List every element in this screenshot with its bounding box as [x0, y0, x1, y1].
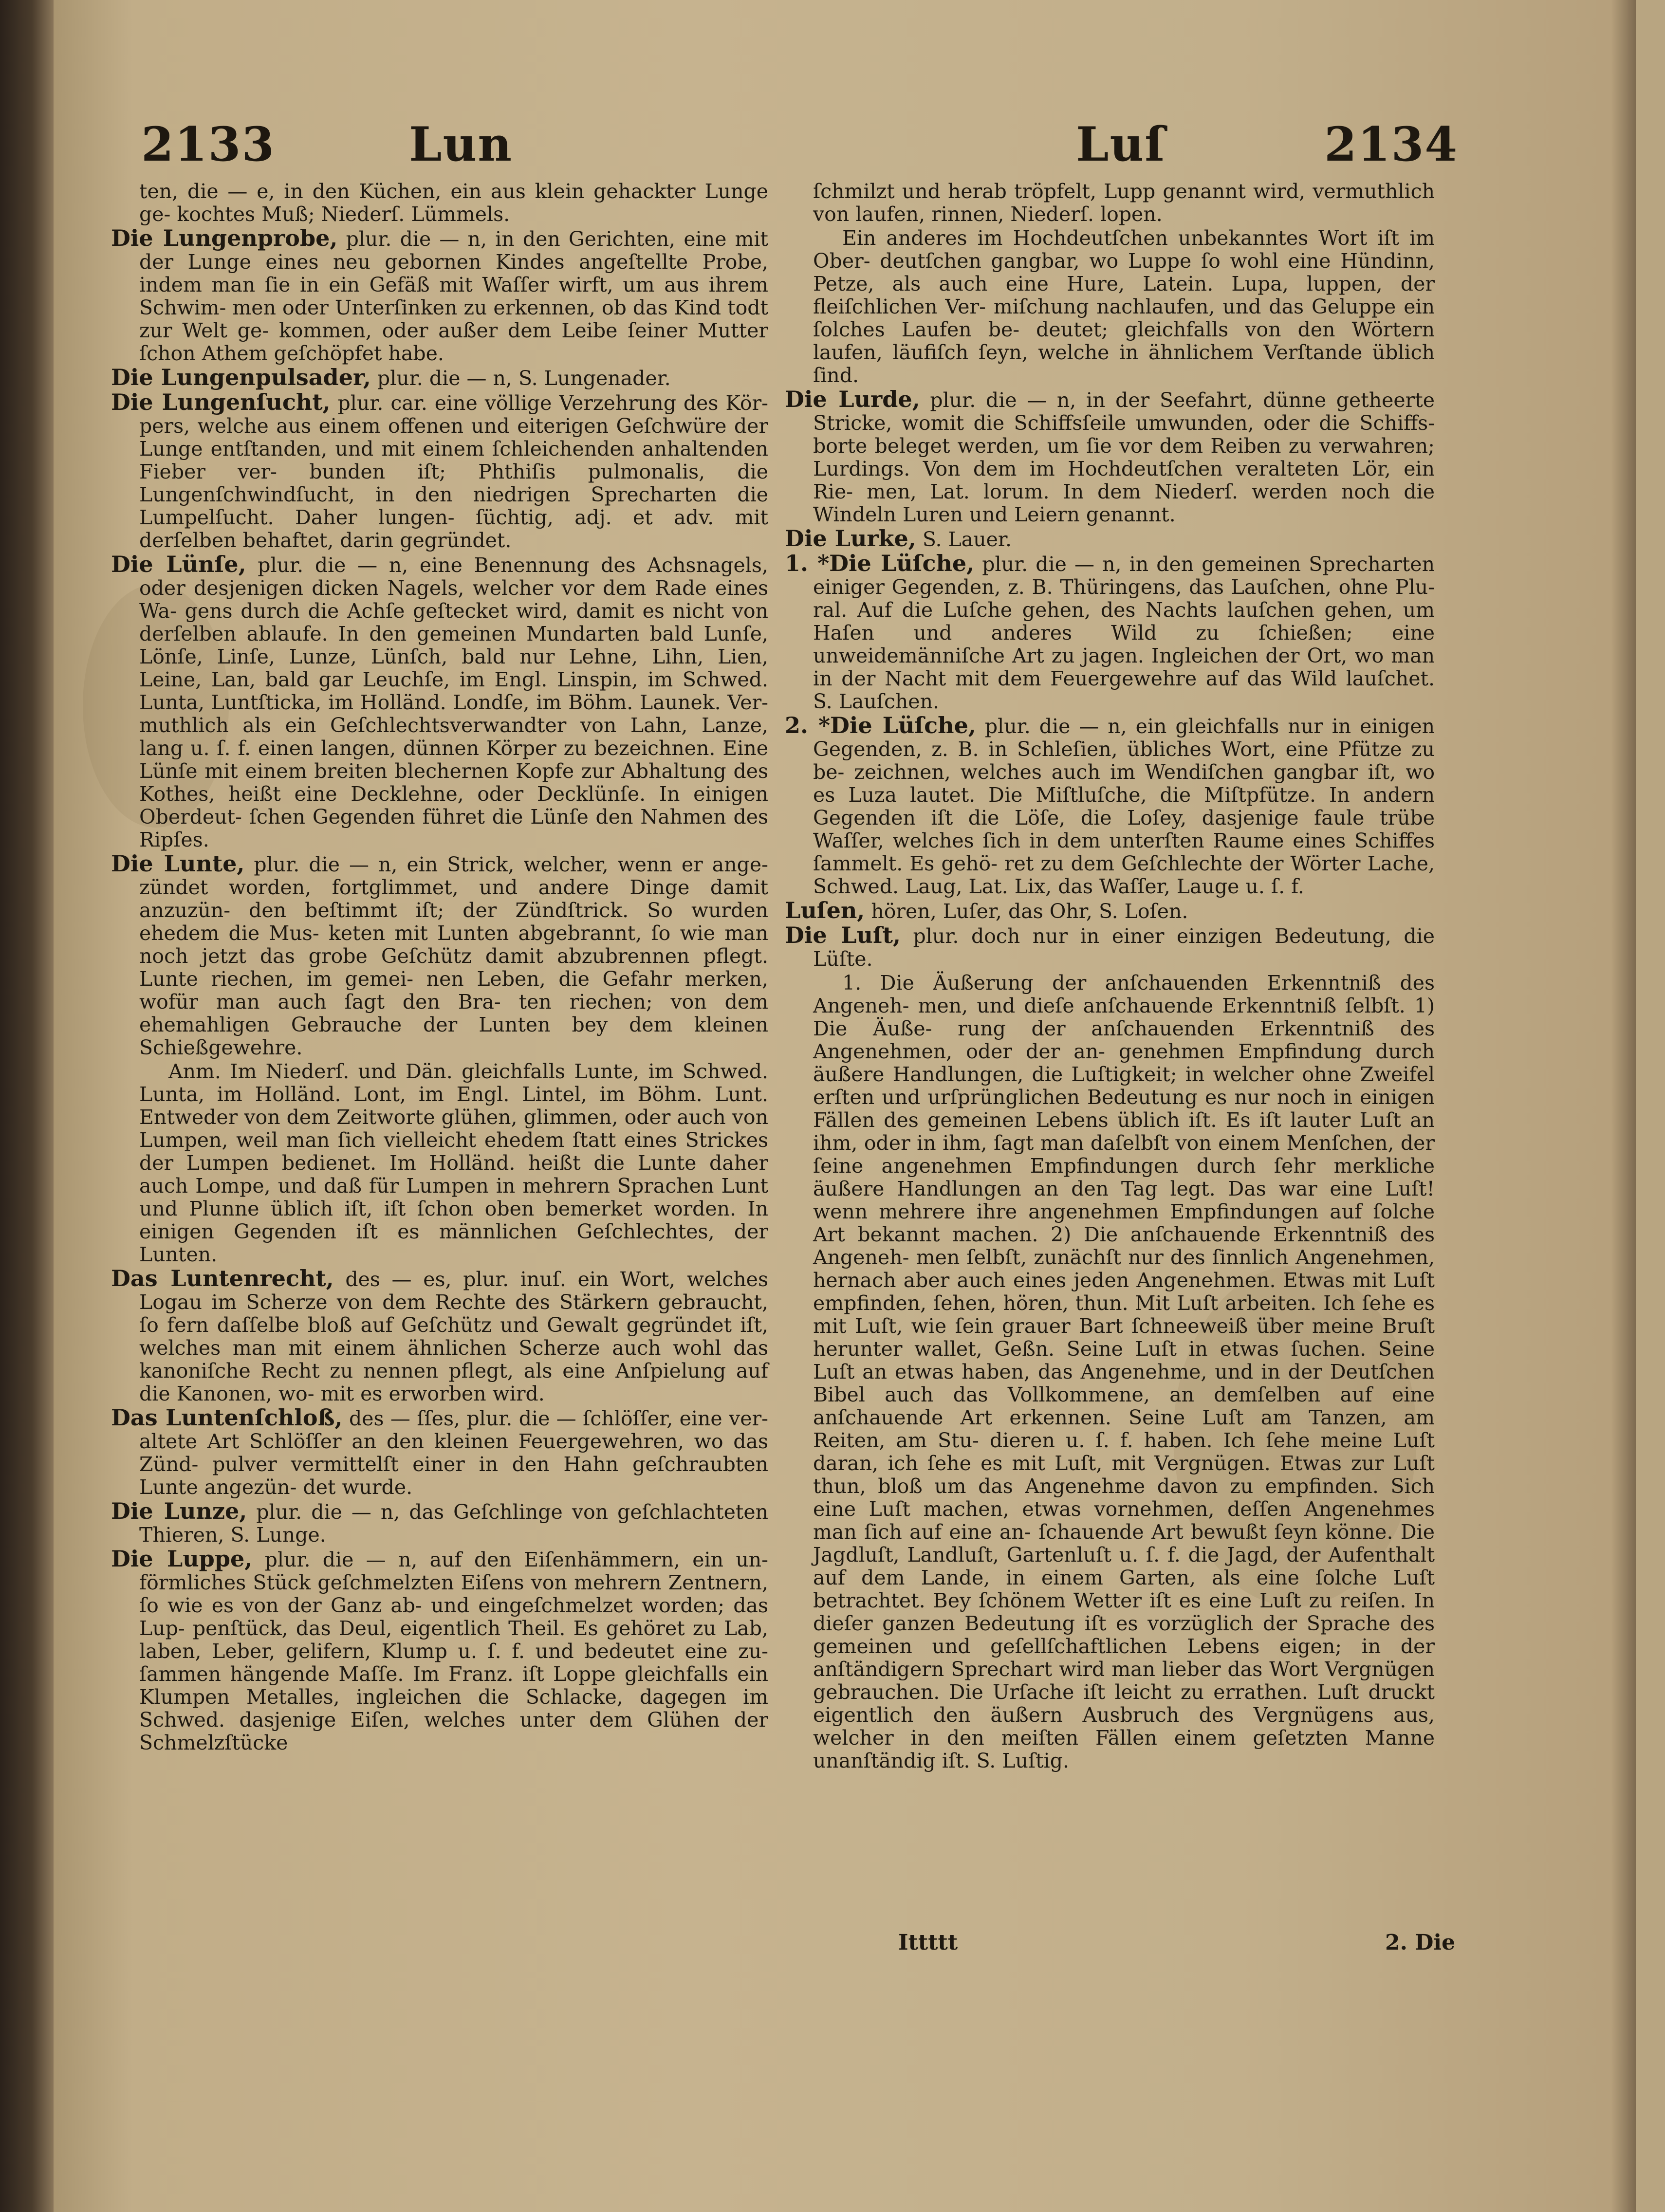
- entry-text: plur. die — n, das Geſchlinge von geſchlachteten Thieren, S. Lunge.: [139, 1500, 768, 1547]
- entry-text: plur. die — n, eine Benennung des Achsnagels, oder desjenigen dicken Nagels, welcher vor dem Rade eines Wa- gens durch die Achſe geſtecket wird, damit es nicht von derſelben ablaufe. In den gemeinen Mundarten bald Lunſe, Lönſe, Linſe, Lunze, Lünſch, bald nur Lehne, Lihn, Lien, Leine, Lan, bald gar Leuchſe, im Engl. Linspin, im Schwed. Lunta, Luntſticka, im Holländ. Londſe, im Böhm. Launek. Ver- muthlich als ein Geſchlechtsverwandter von Lahn, Lanze, lang u. ſ. f. einen langen, dünnen Körper zu bezeichnen. Eine Lünſe mit einem breiten blechernen Kopfe zur Abhaltung des Kothes, heißt eine Decklehne, oder Decklünſe. In einigen Oberdeut- ſchen Gegenden führet die Lünſe den Nahmen des Ripſes.: [139, 553, 768, 851]
- book-gutter: [0, 0, 54, 2212]
- entry-headword: Die Lungenpulsader,: [111, 364, 371, 390]
- left-page-number: 2133: [141, 117, 276, 172]
- dictionary-entry: [111, 553, 768, 851]
- dictionary-entry: [111, 366, 768, 390]
- entry-text: ſchmilzt und herab tröpfelt, Lupp genannt wird, vermuthlich von laufen, rinnen, Niederſ. lopen.: [813, 180, 1435, 226]
- entry-text: plur. die — n, in den gemeinen Sprecharten einiger Gegenden, z. B. Thüringens, das Lauſchen, ohne Plu- ral. Auf die Luſche gehen, des Nachts lauſchen gehen, um Haſen und anderes Wild zu ſchießen; eine unweidemänniſche Art zu jagen. Ingleichen der Ort, wo man in der Nacht mit dem Feuergewehre auf das Wild lauſchet. S. Lauſchen.: [813, 553, 1435, 713]
- right-column: [785, 180, 1435, 1773]
- entry-headword: Das Luntenrecht,: [111, 1265, 334, 1291]
- entry-headword: Die Lunze,: [111, 1498, 247, 1524]
- entry-headword: Die Lurde,: [785, 386, 920, 412]
- entry-headword: 1. *Die Lüſche,: [785, 550, 975, 576]
- entry-headword: Die Lunte,: [111, 850, 245, 877]
- entry-paragraph: [785, 180, 1435, 226]
- entry-text: ten, die — e, in den Küchen, ein aus klein gehackter Lunge ge- kochtes Muß; Niederſ. Lümmels.: [139, 180, 768, 226]
- entry-text: plur. die — n, auf den Eiſenhämmern, ein un- förmliches Stück geſchmelzten Eiſens von mehrern Zentnern, ſo wie es von der Ganz ab- und eingeſchmelzet worden; das Lup- penſtück, das Deul, eigentlich Theil. Es gehöret zu Lab, laben, Leber, gelifern, Klump u. ſ. f. und bedeutet eine zu- ſammen hängende Maſſe. Im Franz. iſt Loppe gleichfalls ein Klumpen Metalles, ingleichen die Schlacke, dagegen im Schwed. dasjenige Eiſen, welches unter dem Glühen der Schmelzſtücke: [139, 1548, 768, 1754]
- dictionary-entry: [111, 1267, 768, 1405]
- dictionary-entry: [111, 1406, 768, 1499]
- dictionary-entry: [111, 1548, 768, 1754]
- entry-headword: Die Lungenſucht,: [111, 389, 331, 415]
- entry-paragraph: [111, 180, 768, 226]
- entry-headword: 2. *Die Lüſche,: [785, 712, 976, 738]
- dictionary-entry: [785, 552, 1435, 713]
- entry-text: des — es, plur. inuſ. ein Wort, welches Logau im Scherze von dem Rechte des Stärkern gebraucht, ſo fern daſſelbe bloß auf Geſchütz und Gewalt gegründet iſt, welches man mit einem ähnlichen Scherze auch wohl das kanoniſche Recht zu nennen pflegt, als eine Anſpielung auf die Kanonen, wo- mit es erworben wird.: [139, 1268, 768, 1405]
- entry-text: plur. die — n, ein Strick, welcher, wenn er ange- zündet worden, fortglimmet, und andere Dinge damit anzuzün- den beſtimmt iſt; der Zündſtrick. So wurden ehedem die Mus- keten mit Lunten abgebrannt, ſo wie man noch jetzt das grobe Geſchütz damit abzubrennen pflegt. Lunte riechen, im gemei- nen Leben, die Gefahr merken, wofür man auch ſagt den Bra- ten riechen; von dem ehemahligen Gebrauche der Lunten bey dem kleinen Schießgewehre.: [139, 853, 768, 1059]
- entry-text: plur. doch nur in einer einzigen Bedeutung, die Lüſte.: [813, 924, 1435, 971]
- dictionary-entry: [111, 852, 768, 1059]
- dictionary-entry: [785, 527, 1435, 551]
- right-page-number: 2134: [1324, 117, 1459, 172]
- footer-catchword: 2. Die: [1385, 1930, 1456, 1955]
- entry-paragraph: [785, 227, 1435, 387]
- entry-text: plur. die — n, ein gleichfalls nur in einigen Gegenden, z. B. in Schleſien, übliches Wort, eine Pfütze zu be- zeichnen, welches auch im Wendiſchen gangbar iſt, wo es Luza lautet. Die Miſtluſche, die Miſtpfütze. In andern Gegenden iſt die Löſe, die Loſey, dasjenige faule trübe Waſſer, welches ſich in dem unterſten Raume eines Schiffes ſammelt. Es gehö- ret zu dem Geſchlechte der Wörter Lache, Schwed. Laug, Lat. Lix, das Waſſer, Lauge u. ſ. f.: [813, 715, 1435, 898]
- dictionary-entry: [785, 714, 1435, 898]
- right-catchword: Luſ: [1076, 117, 1166, 172]
- entry-text: 1. Die Äußerung der anſchauenden Erkenntniß des Angeneh- men, und dieſe anſchauende Erkenntniß ſelbſt. 1) Die Äuße- rung der anſchauenden Erkenntniß des Angenehmen, oder der an- genehmen Empfindung durch äußere Handlungen, die Luſtigkeit; in welcher ohne Zweifel erſten und urſprünglichen Bedeutung es nur noch in einigen Fällen des gemeinen Lebens üblich iſt. Es iſt lauter Luſt an ihm, oder in ihm, ſagt man daſelbſt von einem Menſchen, der ſeine angenehmen Empfindungen durch ſehr merkliche äußere Handlungen an den Tag legt. Das war eine Luſt! wenn mehrere ihre angenehmen Empfindungen auf ſolche Art bekannt machen. 2) Die anſchauende Erkenntniß des Angeneh- men ſelbſt, zunächſt nur des ſinnlich Angenehmen, hernach aber auch eines jeden Angenehmen. Etwas mit Luſt empfinden, ſehen, hören, thun. Mit Luſt arbeiten. Ich ſehe es mit Luſt, wie ſein grauer Bart ſchneeweiß über meine Bruſt herunter wallet, Geßn. Seine Luſt in etwas ſuchen. Seine Luſt an etwas haben, das Angenehme, und in der Deutſchen Bibel auch das Vollkommene, an demſelben auf eine anſchauende Art erkennen. Seine Luſt am Tanzen, am Reiten, am Stu- dieren u. ſ. f. haben. Ich ſehe meine Luſt daran, ich ſehe es mit Luſt, mit Vergnügen. Etwas zur Luſt thun, bloß um das Angenehme davon zu empfinden. Sich eine Luſt machen, etwas vornehmen, deſſen Angenehmes man ſich auf eine an- ſchauende Art bewußt ſeyn könne. Die Jagdluſt, Landluſt, Gartenluſt u. ſ. f. die Jagd, der Aufenthalt auf dem Lande, in einem Garten, als eine ſolche Luſt betrachtet. Bey ſchönem Wetter iſt es eine Luſt zu reiſen. In dieſer ganzen Bedeutung iſt es vorzüglich der Sprache des gemeinen und geſellſchaftlichen Lebens eigen; in der anſtändigern Sprechart wird man lieber das Wort Vergnügen gebrauchen. Die Urſache iſt leicht zu errathen. Luſt druckt eigentlich den äußern Ausbruch des Vergnügens aus, welcher in den meiſten Fällen einem geſetzten Manne unanſtändig iſt. S. Luſtig.: [813, 971, 1435, 1772]
- entry-text: plur. die — n, in den Gerichten, eine mit der Lunge eines neu gebornen Kindes angeſtellte Probe, indem man ſie in ein Gefäß mit Waſſer wirft, um aus ihrem Schwim- men oder Unterſinken zu erkennen, ob das Kind todt zur Welt ge- kommen, oder außer dem Leibe ſeiner Mutter ſchon Athem geſchöpfet habe.: [139, 227, 768, 365]
- dictionary-entry: [785, 388, 1435, 526]
- entry-text: hören, Luſer, das Ohr, S. Loſen.: [865, 900, 1188, 923]
- dictionary-entry: [111, 227, 768, 365]
- entry-paragraph: [785, 972, 1435, 1772]
- entry-text: plur. die — n, in der Seefahrt, dünne getheerte Stricke, womit die Schiffsſeile umwunden, oder die Schiffs- borte beleget werden, um ſie vor dem Reiben zu verwahren; Lurdings. Von dem im Hochdeutſchen veralteten Lör, ein Rie- men, Lat. lorum. In dem Niederſ. werden noch die Windeln Luren und Leiern genannt.: [813, 388, 1435, 526]
- dictionary-entry: [785, 899, 1435, 923]
- entry-headword: Die Luppe,: [111, 1546, 253, 1572]
- dictionary-entry: [111, 1500, 768, 1547]
- entry-headword: Luſen,: [785, 897, 865, 923]
- entry-headword: Die Lurke,: [785, 525, 916, 552]
- entry-headword: Die Lungenprobe,: [111, 225, 338, 251]
- dictionary-entry: [111, 391, 768, 552]
- entry-text: Ein anderes im Hochdeutſchen unbekanntes Wort iſt im Ober- deutſchen gangbar, wo Luppe ſo wohl eine Hündinn, Petze, als auch eine Hure, Latein. Lupa, luppen, der fleiſchlichen Ver- miſchung nachlaufen, und das Geluppe ein ſolches Laufen be- deutet; gleichfalls von den Wörtern laufen, läufiſch ſeyn, welche in ähnlichem Verſtande üblich ſind.: [813, 226, 1435, 387]
- left-catchword: Lun: [409, 117, 513, 172]
- entry-headword: Das Luntenſchloß,: [111, 1404, 343, 1431]
- entry-text: plur. car. eine völlige Verzehrung des Kör- pers, welche aus einem offenen und eiterigen Geſchwüre der Lunge entſtanden, und mit einem ſchleichenden anhaltenden Fieber ver- bunden iſt; Phthiſis pulmonalis, die Lungenſchwindſucht, in den niedrigen Sprecharten die Lumpelſucht. Daher lungen- ſüchtig, adj. et adv. mit derſelben behaftet, darin gegründet.: [139, 391, 769, 552]
- entry-text: S. Lauer.: [916, 528, 1012, 551]
- entry-text: des — ſſes, plur. die — ſchlöſſer, eine ver- altete Art Schlöſſer an den kleinen Feuergewehren, wo das Zünd- pulver vermittelſt einer in den Hahn geſchraubten Lunte angezün- det wurde.: [139, 1407, 768, 1499]
- dictionary-entry: [785, 924, 1435, 971]
- entry-headword: Die Luſt,: [785, 922, 901, 948]
- left-column: [111, 180, 768, 1755]
- signature-mark: Ittttt: [898, 1930, 958, 1955]
- entry-headword: Die Lünſe,: [111, 551, 246, 577]
- entry-text: Anm. Im Niederſ. und Dän. gleichfalls Lunte, im Schwed. Lunta, im Holländ. Lont, im Engl. Lintel, im Böhm. Lunt. Entweder von dem Zeitworte glühen, glimmen, oder auch von Lumpen, weil man ſich vielleicht ehedem ſtatt eines Strickes der Lumpen bedienet. Im Holländ. heißt die Lunte daher auch Lompe, und daß für Lumpen in mehrern Sprachen Lunt und Plunne üblich iſt, iſt ſchon oben bemerket worden. In einigen Gegenden iſt es männlichen Geſchlechtes, der Lunten.: [139, 1060, 768, 1266]
- entry-text: plur. die — n, S. Lungenader.: [370, 367, 671, 390]
- entry-paragraph: [111, 1060, 768, 1266]
- page-edge: [1611, 0, 1636, 2212]
